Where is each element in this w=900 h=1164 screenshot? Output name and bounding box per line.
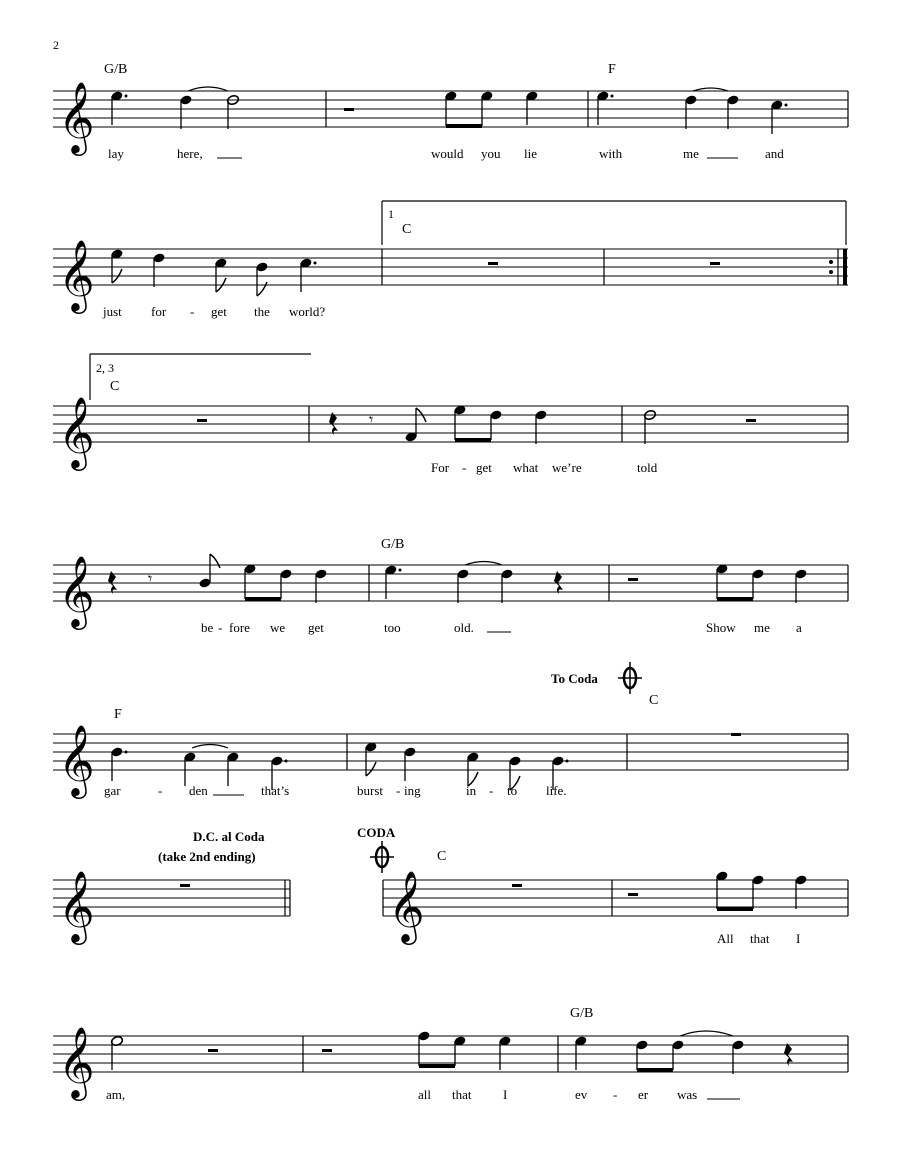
- chord-symbol: C: [649, 693, 659, 708]
- lyric-syllable: just: [103, 304, 122, 319]
- lyric-syllable: den: [189, 783, 208, 798]
- lyric-syllable: -: [489, 783, 494, 798]
- lyric-syllable: lay: [108, 146, 124, 161]
- chord-symbol: G/B: [570, 1006, 594, 1021]
- coda-label: CODA: [357, 825, 396, 840]
- lyric-syllable: we: [270, 620, 286, 635]
- to-coda-marking: To Coda: [551, 671, 598, 686]
- chord-symbol: C: [402, 222, 412, 237]
- staff-system-7: [53, 1027, 848, 1101]
- lyric-syllable: what: [513, 460, 539, 475]
- staff-system-5: [53, 662, 848, 799]
- dc-al-coda-marking: D.C. al Coda: [193, 829, 265, 844]
- staff-system-3: [53, 354, 848, 471]
- chord-symbol: F: [608, 62, 616, 77]
- chord-symbol: G/B: [104, 62, 128, 77]
- lyric-syllable: that: [750, 931, 770, 946]
- treble-clef-icon: 𝄞: [58, 1029, 95, 1097]
- lyric-syllable: a: [796, 620, 802, 635]
- lyric-syllable: life.: [546, 783, 567, 798]
- lyric-syllable: me: [683, 146, 699, 161]
- lyric-syllable: -: [218, 620, 223, 635]
- lyric-syllable: ing: [404, 783, 421, 798]
- lyric-syllable: -: [462, 460, 467, 475]
- lyric-syllable: I: [503, 1087, 508, 1102]
- lyric-syllable: gar: [104, 783, 121, 798]
- lyric-syllable: I: [796, 931, 801, 946]
- coda-sign-icon: [370, 841, 394, 873]
- staff-system-4: [53, 554, 848, 630]
- lyric-syllable: me: [754, 620, 770, 635]
- lyric-syllable: old.: [454, 620, 474, 635]
- dc-al-coda-instruction: (take 2nd ending): [158, 849, 256, 864]
- lyric-syllable: all: [418, 1087, 431, 1102]
- lyric-syllable: lie: [524, 146, 537, 161]
- chord-symbol: C: [437, 849, 447, 864]
- lyric-syllable: world?: [289, 304, 326, 319]
- lyric-syllable: in: [466, 783, 477, 798]
- coda-sign-icon: [618, 662, 642, 694]
- svg-text:𝄾: 𝄾: [148, 571, 153, 588]
- treble-clef-icon: 𝄞: [388, 873, 425, 941]
- lyric-syllable: told: [637, 460, 658, 475]
- lyric-syllable: be: [201, 620, 214, 635]
- lyric-syllable: would: [431, 146, 464, 161]
- lyric-syllable: was: [677, 1087, 698, 1102]
- lyric-syllable: that: [452, 1087, 472, 1102]
- second-ending-number: 2, 3: [96, 361, 114, 375]
- svg-text:𝄾: 𝄾: [369, 412, 374, 429]
- treble-clef-icon: 𝄞: [58, 242, 95, 310]
- lyric-syllable: here,: [177, 146, 203, 161]
- lyric-syllable: -: [158, 783, 163, 798]
- lyric-syllable: -: [613, 1087, 618, 1102]
- treble-clef-icon: 𝄞: [58, 84, 95, 152]
- lyric-syllable: -: [190, 304, 195, 319]
- lyric-syllable: am,: [106, 1087, 126, 1102]
- chord-symbol: G/B: [381, 537, 405, 552]
- lyric-syllable: er: [638, 1087, 649, 1102]
- lyric-syllable: that’s: [261, 783, 290, 798]
- lyric-syllable: Show: [706, 620, 736, 635]
- lyric-syllable: -: [396, 783, 401, 798]
- lyric-syllable: get: [476, 460, 492, 475]
- staff-system-1: [53, 82, 848, 156]
- lyric-syllable: All: [717, 931, 734, 946]
- lyric-syllable: burst: [357, 783, 383, 798]
- lyric-syllable: For: [431, 460, 450, 475]
- lyric-syllable: for: [151, 304, 167, 319]
- lyric-syllable: get: [211, 304, 227, 319]
- lyric-syllable: with: [599, 146, 623, 161]
- lyric-syllable: ev: [575, 1087, 588, 1102]
- lyric-syllable: and: [765, 146, 784, 161]
- first-ending-number: 1: [388, 207, 394, 221]
- lyric-syllable: the: [254, 304, 270, 319]
- treble-clef-icon: 𝄞: [58, 727, 95, 795]
- chord-symbol: C: [110, 379, 120, 394]
- lyric-syllable: fore: [229, 620, 250, 635]
- lyric-syllable: too: [384, 620, 401, 635]
- staff-system-2: [53, 201, 848, 314]
- lyric-syllable: get: [308, 620, 324, 635]
- chord-symbol: F: [114, 707, 122, 722]
- treble-clef-icon: 𝄞: [58, 558, 95, 626]
- lyric-syllable: to: [507, 783, 518, 798]
- lyric-syllable: we’re: [552, 460, 582, 475]
- page-number: 2: [53, 38, 59, 52]
- lyric-syllable: you: [481, 146, 501, 161]
- treble-clef-icon: 𝄞: [58, 873, 95, 941]
- treble-clef-icon: 𝄞: [58, 399, 95, 467]
